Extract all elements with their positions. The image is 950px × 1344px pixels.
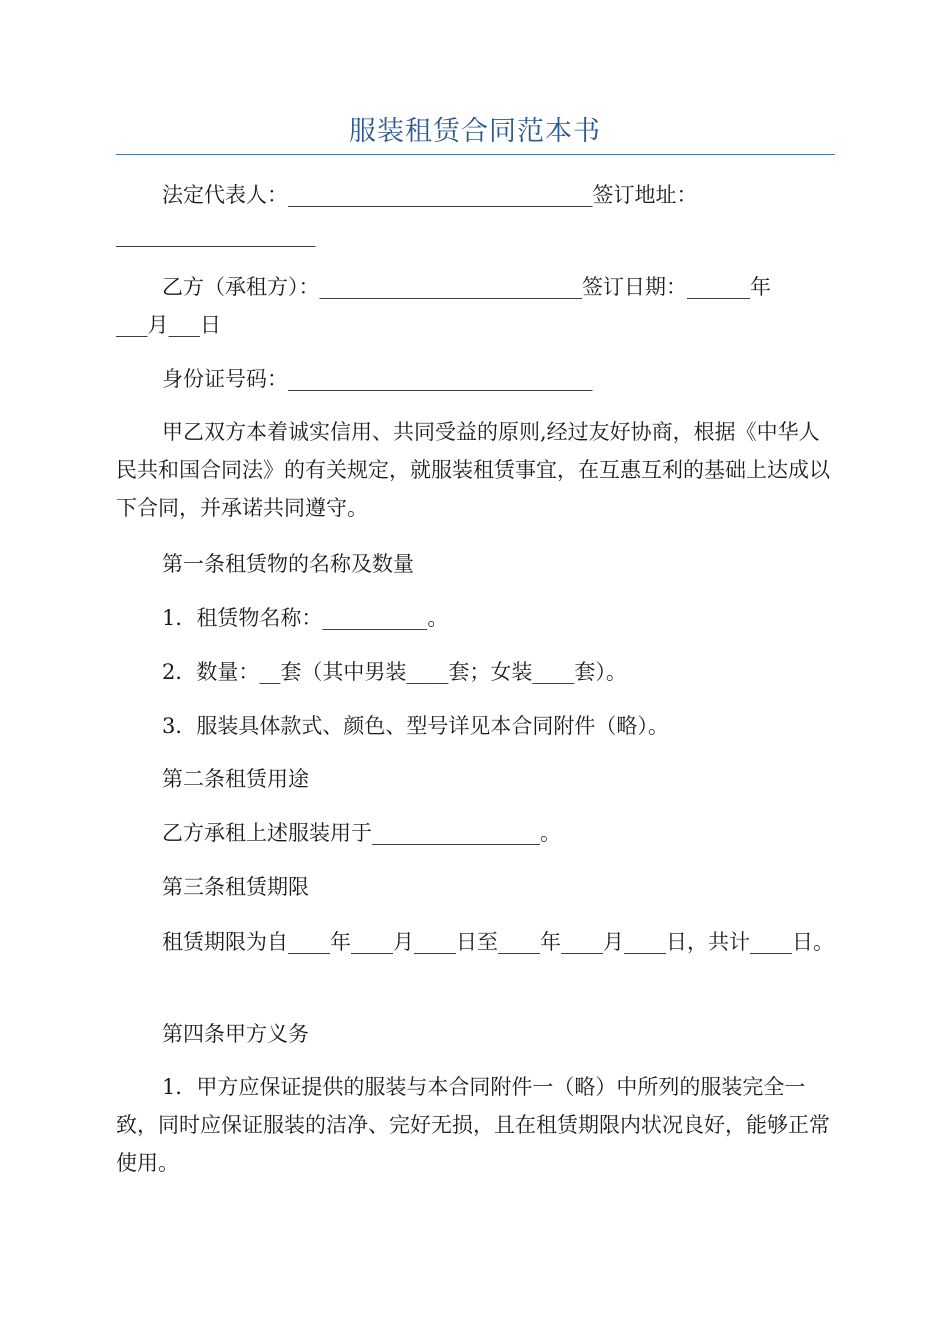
- article-1-item-3: 3．服装具体款式、颜色、型号详见本合同附件（略）。: [162, 714, 669, 738]
- signing-address-blank: ___________________: [116, 223, 316, 247]
- article-4-item-1: 1．甲方应保证提供的服装与本合同附件一（略）中所列的服装完全一致，同时应保证服装的洁净、完好无损，且在租赁期限内状况良好，能够正常使用。: [116, 1075, 830, 1175]
- intro-paragraph: 甲乙双方本着诚实信用、共同受益的原则,经过友好协商，根据《中华人民共和国合同法》的有关规定，就服装租赁事宜，在互惠互利的基础上达成以下合同，并承诺共同遵守。: [116, 420, 830, 520]
- legal-representative-line: 法定代表人：_____________________________签订地址：: [162, 183, 698, 207]
- article-3-text: 租赁期限为自____年____月____日至____年____月____日，共计____日。: [162, 930, 834, 954]
- article-2-text: 乙方承租上述服装用于________________。: [162, 821, 561, 845]
- id-number-line: 身份证号码：_____________________________: [162, 367, 593, 391]
- article-4-title: 第四条甲方义务: [162, 1022, 309, 1046]
- article-2-title: 第二条租赁用途: [162, 767, 309, 791]
- document-title: 服装租赁合同范本书: [349, 116, 601, 147]
- article-1-item-1: 1．租赁物名称：__________。: [162, 606, 449, 630]
- article-3-title: 第三条租赁期限: [162, 875, 309, 899]
- party-b-line: 乙方（承租方）：_________________________签订日期：______年: [162, 275, 771, 299]
- article-1-title: 第一条租赁物的名称及数量: [162, 552, 414, 576]
- signing-date-continuation: ___月___日: [116, 313, 221, 337]
- title-underline: [116, 154, 835, 155]
- article-1-item-2: 2．数量：__套（其中男装____套；女装____套）。: [162, 660, 627, 684]
